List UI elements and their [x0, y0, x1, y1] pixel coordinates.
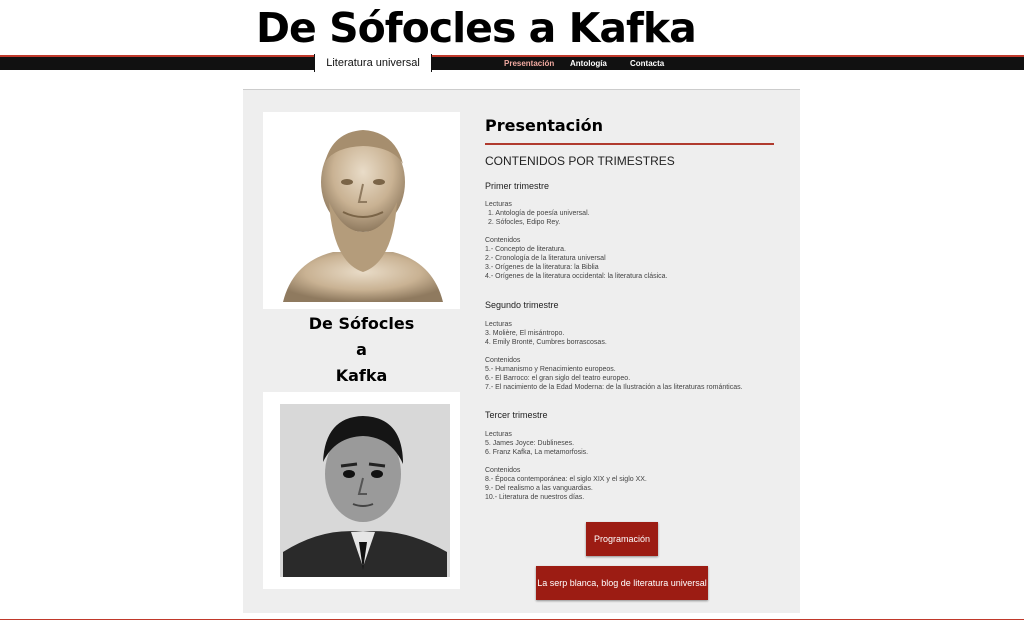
t1-lecturas-label: Lecturas [485, 201, 512, 208]
section-heading: CONTENIDOS POR TRIMESTRES [485, 154, 675, 168]
t1-contenidos-label: Contenidos [485, 237, 521, 244]
heading-rule [485, 143, 774, 145]
sidebar-title-line3: Kafka [335, 366, 388, 385]
t2-contenido-item: 7.- El nacimiento de la Edad Moderna: de la Ilustración a las literaturas románticas. [485, 384, 743, 391]
programacion-button[interactable]: Programación [586, 522, 658, 556]
sidebar-title-line1: De Sófocles [308, 314, 415, 333]
blog-button[interactable]: La serp blanca, blog de literatura universal [536, 566, 708, 600]
t2-contenido-item: 6.- El Barroco: el gran siglo del teatro europeo. [485, 375, 631, 382]
t2-lectura-item: 3. Molière, El misántropo. [485, 330, 565, 337]
sophocles-bust-image [263, 112, 460, 309]
t3-lectura-item: 5. James Joyce: Dublineses. [485, 440, 575, 447]
sidebar-title-line2: a [356, 340, 367, 359]
t3-contenido-item: 10.- Literatura de nuestros días. [485, 494, 585, 501]
t3-contenido-item: 9.- Del realismo a las vanguardias. [485, 485, 593, 492]
main-content [485, 113, 775, 169]
t2-contenido-item: 5.- Humanismo y Renacimiento europeos. [485, 366, 616, 373]
nav-item-presentacion[interactable]: Presentación [504, 59, 555, 68]
t1-lectura-item: 1. Antología de poesía universal. [488, 210, 590, 217]
t2-lecturas-label: Lecturas [485, 321, 512, 328]
t1-contenido-item: 4.- Orígenes de la literatura occidental: la literatura clásica. [485, 273, 668, 280]
site-subtitle: Literatura universal [314, 54, 432, 72]
nav-item-contacta[interactable]: Contacta [630, 59, 665, 68]
t2-contenidos-label: Contenidos [485, 357, 521, 364]
sophocles-bust-icon [263, 112, 460, 309]
page-heading: Presentación [485, 116, 604, 135]
t3-contenidos-label: Contenidos [485, 467, 521, 474]
nav-item-antologia[interactable]: Antología [570, 59, 607, 68]
t3-contenido-item: 8.- Época contemporánea: el siglo XIX y el siglo XX. [485, 476, 647, 483]
trimester-1-title: Primer trimestre [485, 181, 550, 191]
footer-rule [0, 619, 1024, 620]
kafka-portrait-image [263, 392, 460, 589]
t1-contenido-item: 3.- Orígenes de la literatura: la Biblia [485, 264, 599, 271]
kafka-portrait-icon [263, 392, 460, 589]
t3-lecturas-label: Lecturas [485, 431, 512, 438]
t2-lectura-item: 4. Emily Brontë, Cumbres borrascosas. [485, 339, 607, 346]
trimester-2-title: Segundo trimestre [485, 300, 559, 310]
t1-contenido-item: 1.- Concepto de literatura. [485, 246, 566, 253]
t1-contenido-item: 2.- Cronología de la literatura universal [485, 255, 606, 262]
site-title: De Sófocles a Kafka [256, 4, 696, 52]
t1-lectura-item: 2. Sófocles, Edipo Rey. [488, 219, 561, 226]
trimester-3-title: Tercer trimestre [485, 410, 548, 420]
t3-lectura-item: 6. Franz Kafka, La metamorfosis. [485, 449, 589, 456]
